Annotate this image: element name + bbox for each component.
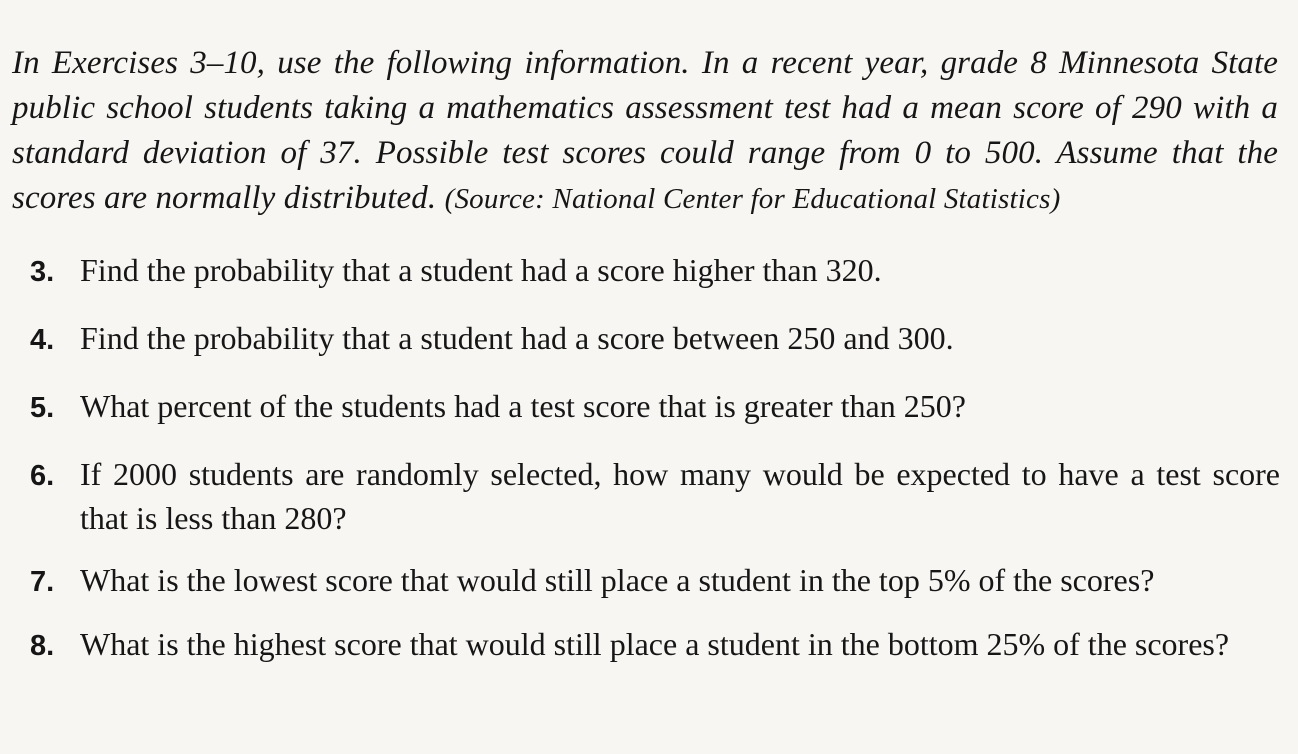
exercise-question: Find the probability that a student had a score between 250 and 300. (80, 320, 954, 356)
exercise-number: 7. (30, 566, 55, 598)
exercise-number: 8. (30, 630, 55, 662)
exercise-question: Find the probability that a student had a score higher than 320. (80, 252, 882, 288)
exercise-number: 4. (30, 324, 55, 356)
exercise-question: What percent of the students had a test score that is greater than 250? (80, 388, 966, 424)
exercise-instructions (12, 41, 1278, 222)
exercise-number: 3. (30, 256, 55, 288)
exercise-question: What is the highest score that would still place a student in the bottom 25% of the scores? (80, 626, 1230, 662)
exercise-5 (30, 384, 1280, 430)
exercise-question: What is the lowest score that would still place a student in the top 5% of the scores? (80, 562, 1155, 598)
exercise-number: 5. (30, 392, 55, 424)
exercise-4 (30, 316, 1280, 362)
exercise-number: 6. (30, 460, 55, 492)
exercise-8 (30, 622, 1280, 668)
source-citation: (Source: National Center for Educational Statistics) (444, 183, 1061, 215)
instructions-text: In Exercises 3–10, use the following information. In a recent year, grade 8 Minnesota State public school students taking a mathematics assessment test had a mean score of 290 with a standard deviation of 37. Possible test scores could range from 0 to 500. Assume that the scores are normally distributed. (12, 45, 1278, 216)
exercise-3 (30, 248, 1280, 294)
exercise-7 (30, 558, 1280, 604)
exercise-6 (30, 452, 1280, 540)
exercise-list (30, 248, 1280, 686)
exercise-question: If 2000 students are randomly selected, how many would be expected to have a test score that is less than 280? (80, 456, 1280, 536)
